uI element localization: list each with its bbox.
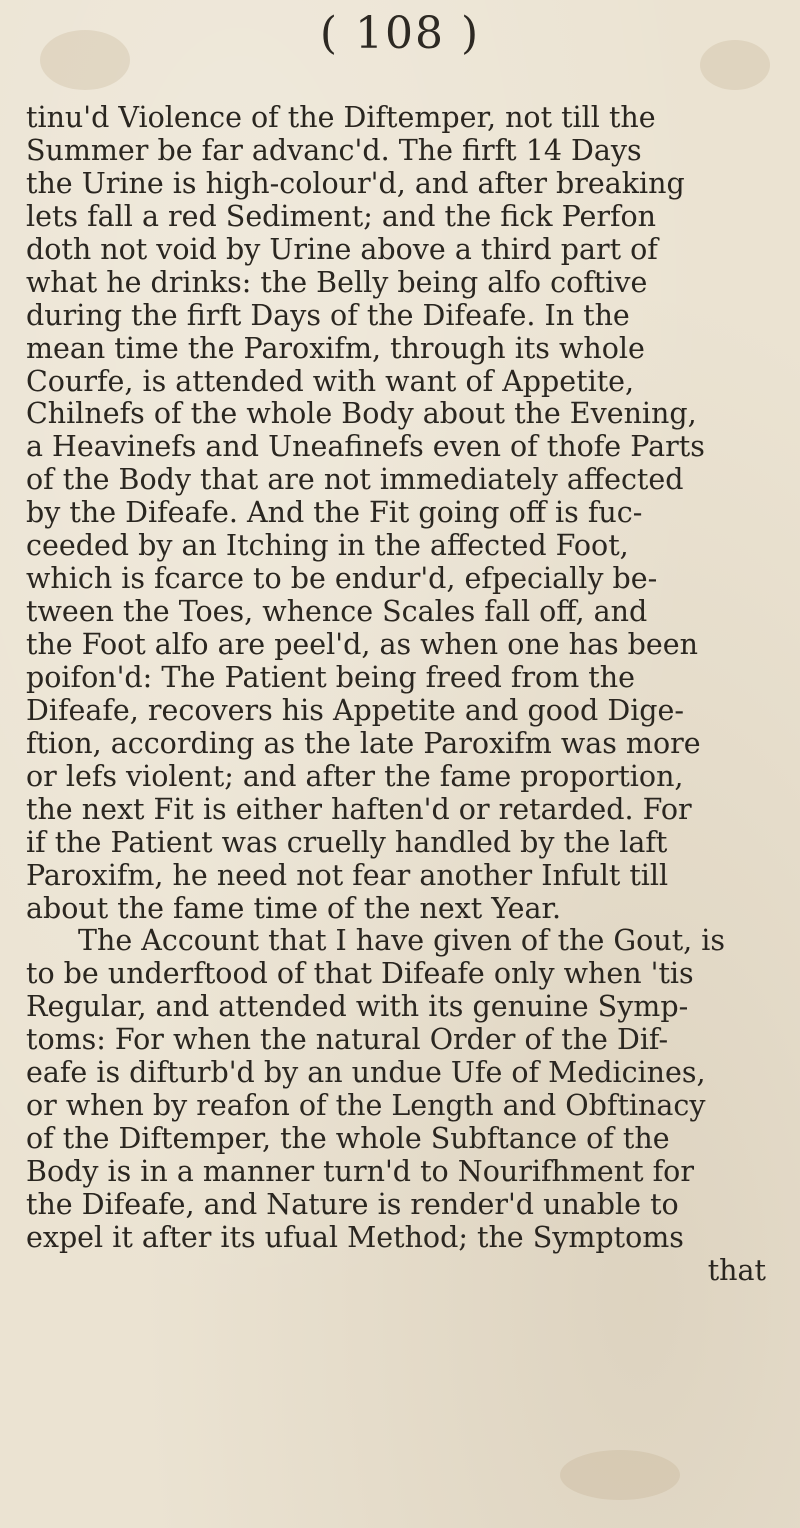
text-line: which is fcarce to be endur'd, efpecially be- — [26, 563, 658, 596]
text-line: lets fall a red Sediment; and the fick Perfon — [26, 200, 657, 233]
catchword: that — [707, 1254, 766, 1287]
paragraph-start-line: The Account that I have given of the Gout, is — [78, 925, 726, 958]
text-line: poifon'd: The Patient being freed from the — [26, 661, 635, 694]
text-line: by the Difeafe. And the Fit going off is fuc- — [26, 497, 643, 530]
text-line: the Urine is high-colour'd, and after breaking — [26, 167, 685, 200]
text-line: tinu'd Violence of the Diftemper, not till the — [26, 102, 656, 134]
text-line: Body is in a manner turn'd to Nourifhment for — [26, 1156, 694, 1188]
text-line: the next Fit is either haften'd or retarded. For — [26, 793, 692, 826]
text-line: if the Patient was cruelly handled by the laft — [26, 826, 668, 859]
text-line: during the firft Days of the Difeafe. In the — [26, 299, 630, 332]
text-line: ftion, according as the late Paroxifm was more — [26, 727, 701, 760]
text-line: the Foot alfo are peel'd, as when one has been — [26, 629, 698, 661]
text-line: eafe is difturb'd by an undue Ufe of Medicines, — [26, 1057, 706, 1090]
text-line: of the Diftemper, the whole Subftance of the — [26, 1123, 670, 1156]
text-line: to be underftood of that Difeafe only when 'tis — [26, 958, 694, 991]
page-number: ( 108 ) — [319, 8, 481, 59]
text-line: expel it after its ufual Method; the Symptoms — [26, 1221, 684, 1254]
text-line: of the Body that are not immediately affected — [26, 464, 684, 497]
paper-stain — [560, 1450, 680, 1500]
text-line: Courfe, is attended with want of Appetite, — [26, 365, 635, 398]
text-line: or lefs violent; and after the fame proportion, — [26, 760, 684, 793]
text-line: tween the Toes, whence Scales fall off, and — [26, 596, 648, 629]
text-line: or when by reafon of the Length and Obftinacy — [26, 1090, 706, 1123]
text-line: what he drinks: the Belly being alfo coftive — [26, 266, 648, 299]
text-line: toms: For when the natural Order of the Dif- — [26, 1024, 669, 1057]
text-line: Chilnefs of the whole Body about the Evening, — [26, 398, 697, 431]
text-line: mean time the Paroxifm, through its whole — [26, 332, 645, 365]
text-line: Regular, and attended with its genuine Symp- — [26, 991, 689, 1024]
text-line: doth not void by Urine above a third part of — [26, 233, 658, 266]
text-line: Difeafe, recovers his Appetite and good Dige- — [26, 694, 685, 727]
text-line: Summer be far advanc'd. The firft 14 Days — [26, 134, 642, 167]
text-line: ceeded by an Itching in the affected Foot, — [26, 530, 629, 563]
body-text — [26, 102, 776, 1288]
text-line: Paroxifm, he need not fear another Infult till — [26, 859, 669, 892]
text-line: a Heavinefs and Uneafinefs even of thofe Parts — [26, 431, 705, 464]
text-line: the Difeafe, and Nature is render'd unable to — [26, 1188, 679, 1221]
text-line: about the fame time of the next Year. — [26, 892, 562, 925]
